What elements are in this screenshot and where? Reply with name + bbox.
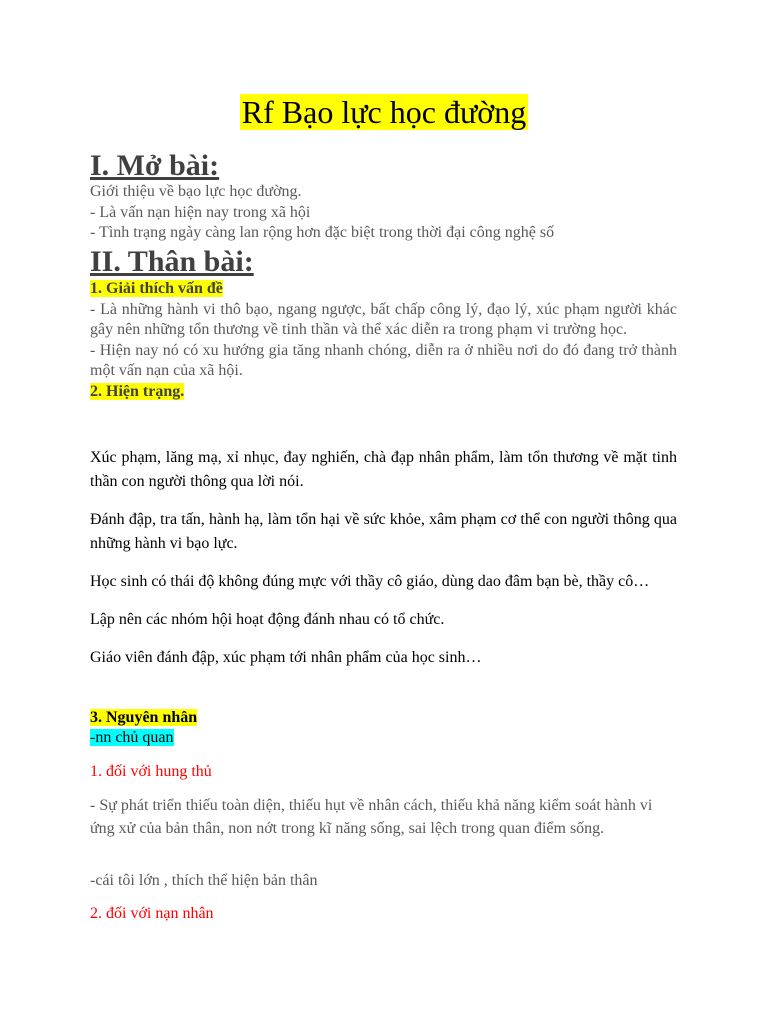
- hien-trang-item: Lập nên các nhóm hội hoạt động đánh nhau có tổ chức.: [90, 611, 445, 628]
- point-nan-nhan: 2. đối với nạn nhân: [90, 905, 214, 922]
- section-heading-than-bai: II. Thân bài:: [90, 245, 254, 278]
- point-hung-thu: 1. đối với hung thủ: [90, 763, 212, 780]
- intro-line: - Là vấn nạn hiện nay trong xã hội: [90, 203, 311, 221]
- subheading-nguyen-nhan: 3. Nguyên nhân: [90, 709, 198, 726]
- paragraph-cai-toi: -cái tôi lớn , thích thể hiện bản thân: [90, 872, 318, 889]
- hien-trang-item: Xúc phạm, lăng mạ, xỉ nhục, đay nghiến, chà đạp nhân phẩm, làm tổn thương về mặt tinh thần con người thông qua lời nói.: [90, 449, 677, 490]
- subheading-hien-trang: 2. Hiện trạng.: [90, 382, 185, 400]
- paragraph: - Là những hành vi thô bạo, ngang ngược, bất chấp công lý, đạo lý, xúc phạm người khác gây nên những tổn thương về tinh thần và thể xác diễn ra trong phạm vi trường học.: [90, 300, 677, 338]
- intro-line: Giới thiệu về bạo lực học đường.: [90, 183, 302, 200]
- section-heading-mo-bai: I. Mở bài:: [90, 149, 220, 182]
- document-title-text: Rf Bạo lực học đường: [241, 94, 527, 130]
- section-mo-bai-body: [90, 182, 677, 244]
- intro-line: - Tình trạng ngày càng lan rộng hơn đặc biệt trong thời đại công nghệ số: [90, 224, 555, 241]
- nguyen-nhan-heading-block: [90, 708, 677, 748]
- section-giai-thich: [90, 279, 677, 402]
- subheading-giai-thich: 1. Giải thích vấn đề: [90, 280, 223, 297]
- paragraph-hung-thu: - Sự phát triển thiếu toàn diện, thiếu hụt về nhân cách, thiếu khả năng kiểm soát hành vi ứng xử của bản thân, non nớt trong kĩ năng sống, sai lệch trong quan điểm sống.: [90, 797, 653, 837]
- paragraph: - Hiện nay nó có xu hướng gia tăng nhanh chóng, diễn ra ở nhiều nơi do đó đang trở thành một vấn nạn của xã hội.: [90, 341, 677, 379]
- hien-trang-item: Đánh đập, tra tấn, hành hạ, làm tổn hại về sức khỏe, xâm phạm cơ thể con người thông qua những hành vi bạo lực.: [90, 511, 677, 552]
- hien-trang-list: [90, 446, 677, 670]
- hien-trang-item: Học sinh có thái độ không đúng mực với thầy cô giáo, dùng dao đâm bạn bè, thầy cô…: [90, 573, 650, 590]
- document-title: [0, 92, 768, 132]
- hien-trang-item: Giáo viên đánh đập, xúc phạm tới nhân phẩm của học sinh…: [90, 649, 482, 666]
- subheading-nn-chu-quan: -nn chủ quan: [90, 729, 174, 746]
